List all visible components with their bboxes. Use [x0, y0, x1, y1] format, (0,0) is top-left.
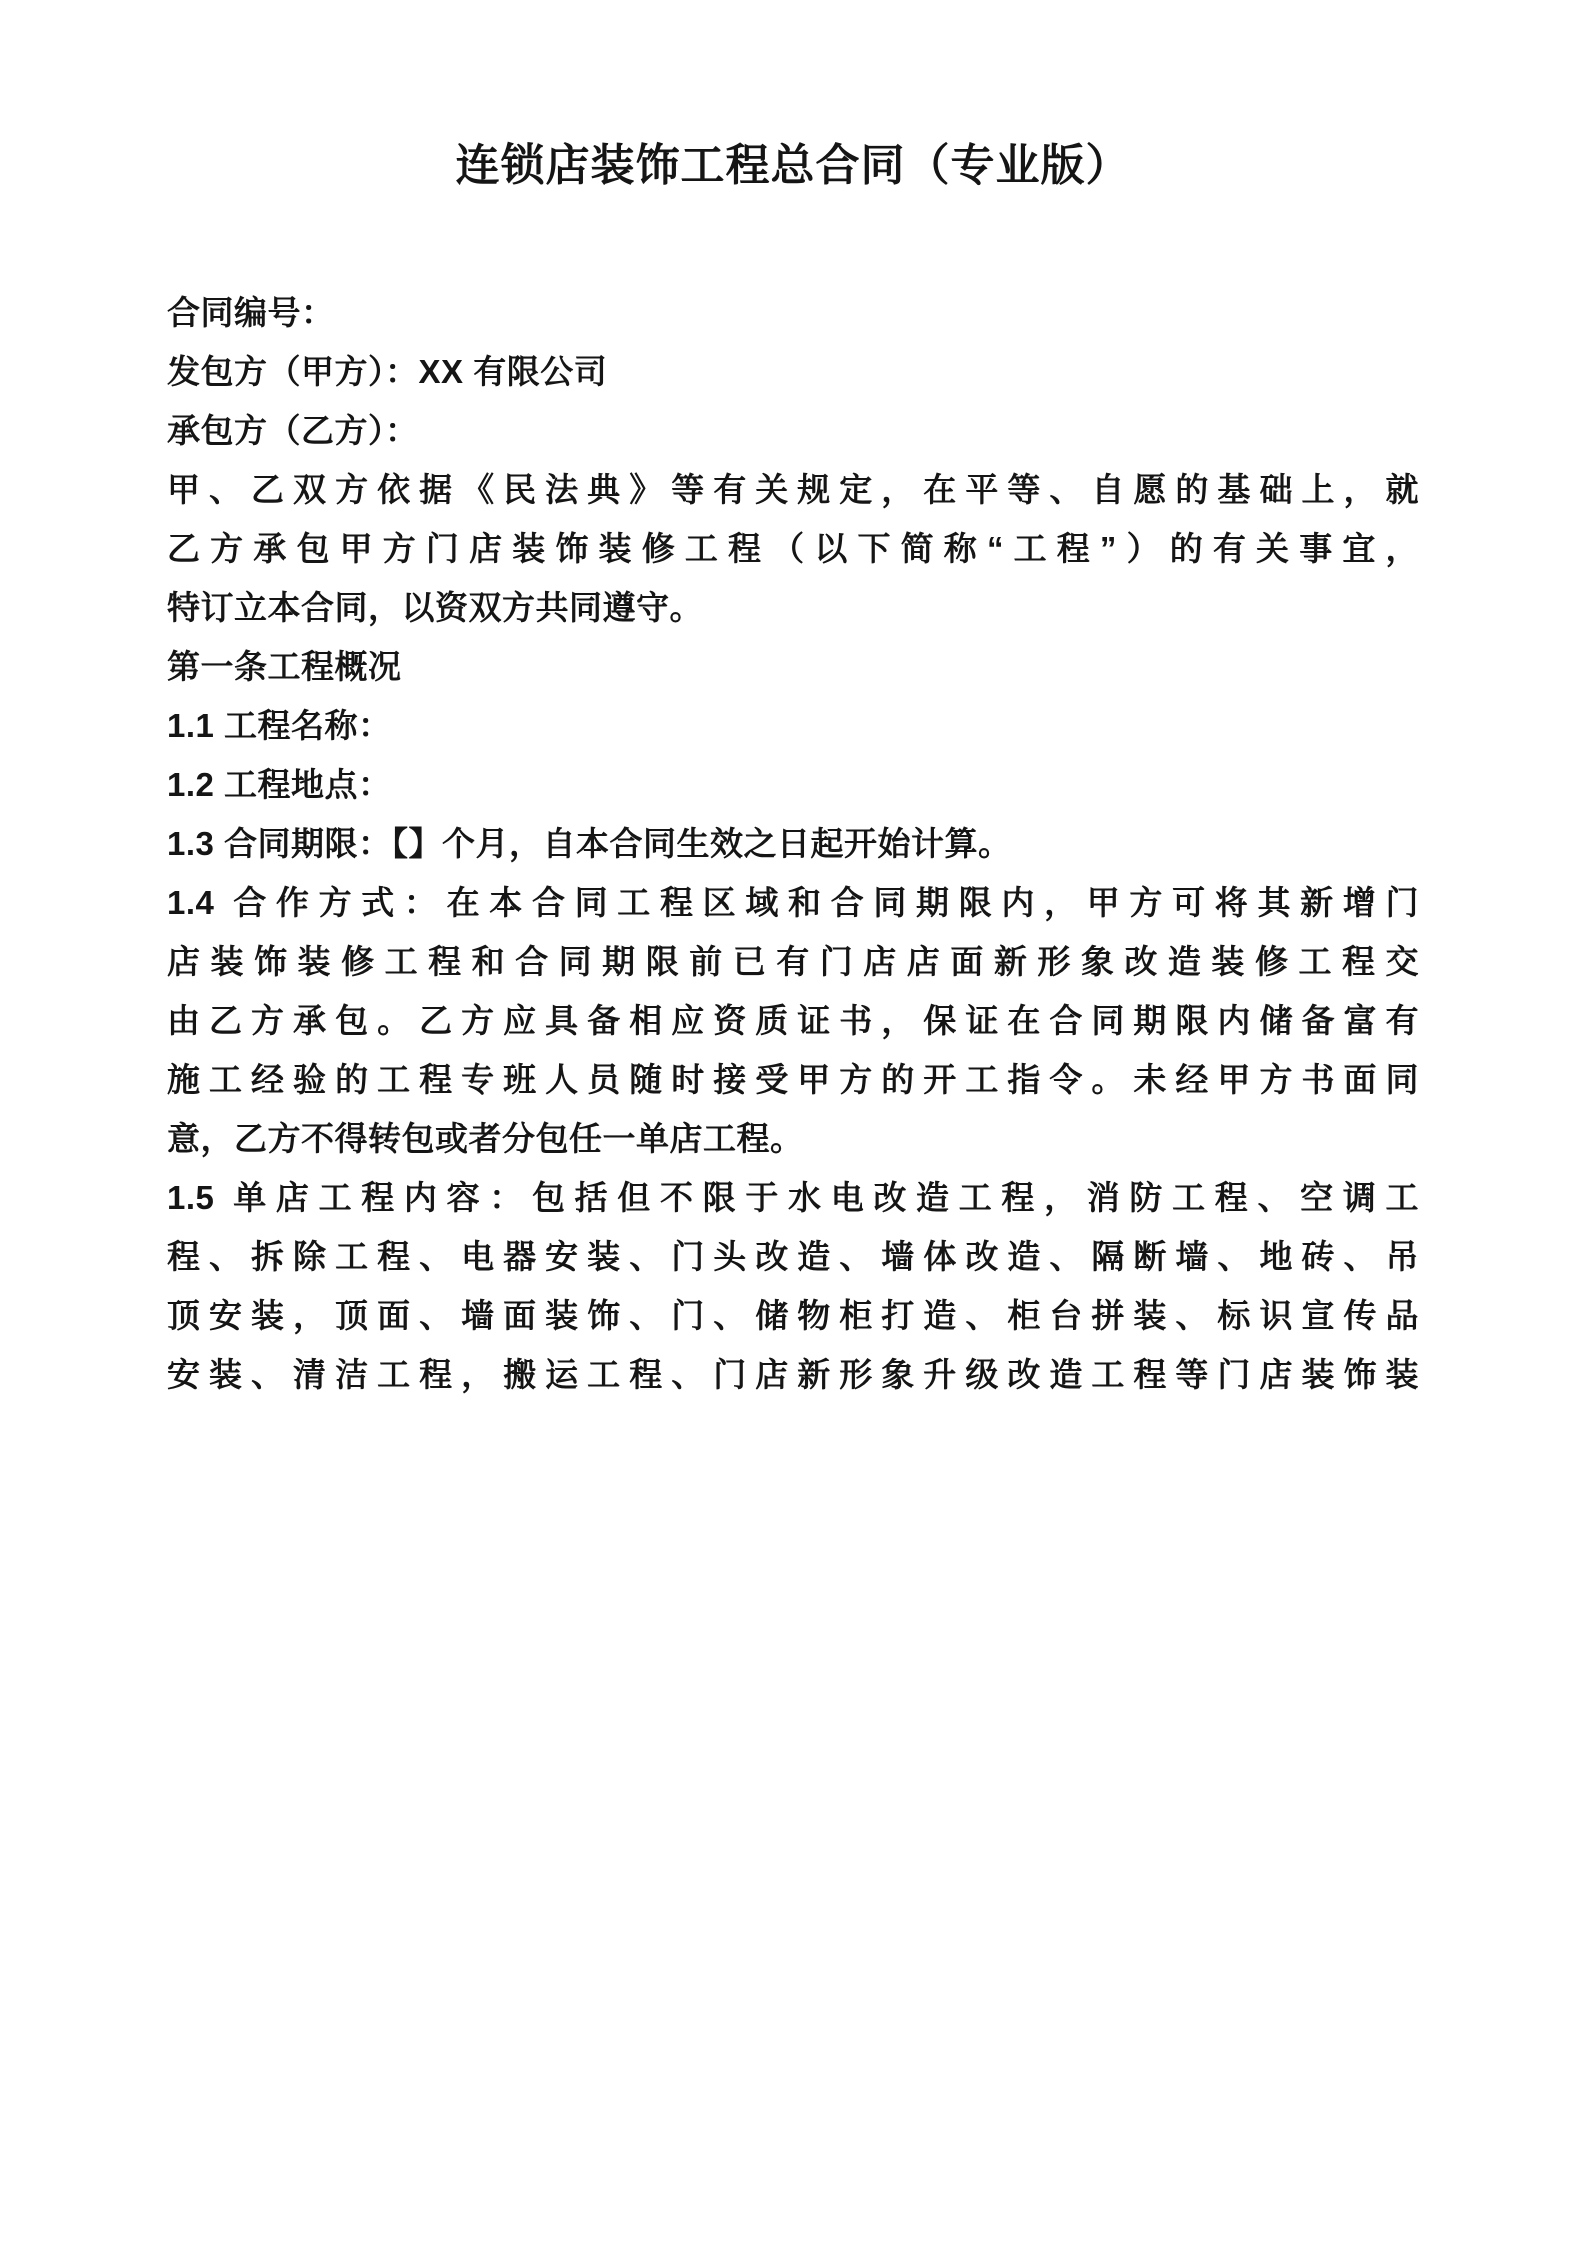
- line-clause-1-4-d: 施工经验的工程专班人员随时接受甲方的开工指令。未经甲方书面同: [167, 1061, 1419, 1098]
- line-contract-number: 合同编号：: [167, 294, 335, 331]
- line-clause-1-5-a: 1.5 单店工程内容：包括但不限于水电改造工程，消防工程、空调工: [167, 1179, 1419, 1216]
- line-party-a: 发包方（甲方）：XX 有限公司: [167, 353, 608, 390]
- line-preamble-1: 甲、乙双方依据《民法典》等有关规定，在平等、自愿的基础上，就: [167, 471, 1419, 508]
- line-clause-1-5-d: 安装、清洁工程，搬运工程、门店新形象升级改造工程等门店装饰装: [167, 1356, 1419, 1393]
- line-article-1-heading: 第一条工程概况: [167, 648, 402, 685]
- line-preamble-2: 乙方承包甲方门店装饰装修工程（以下简称“工程”）的有关事宜，: [167, 530, 1419, 567]
- line-clause-1-3: 1.3 合同期限：【】个月，自本合同生效之日起开始计算。: [167, 825, 1012, 862]
- line-clause-1-4-a: 1.4 合作方式：在本合同工程区域和合同期限内，甲方可将其新增门: [167, 884, 1419, 921]
- line-clause-1-5-c: 顶安装，顶面、墙面装饰、门、储物柜打造、柜台拼装、标识宣传品: [167, 1297, 1419, 1334]
- line-clause-1-4-e: 意，乙方不得转包或者分包任一单店工程。: [167, 1120, 804, 1157]
- line-clause-1-2: 1.2 工程地点：: [167, 766, 392, 803]
- document-body: [167, 283, 1419, 1404]
- line-clause-1-4-c: 由乙方承包。乙方应具备相应资质证书，保证在合同期限内储备富有: [167, 1002, 1419, 1039]
- line-party-b: 承包方（乙方）：: [167, 412, 419, 449]
- document-title: 连锁店装饰工程总合同（专业版）: [455, 141, 1131, 190]
- line-clause-1-5-b: 程、拆除工程、电器安装、门头改造、墙体改造、隔断墙、地砖、吊: [167, 1238, 1419, 1275]
- line-clause-1-4-b: 店装饰装修工程和合同期限前已有门店店面新形象改造装修工程交: [167, 943, 1419, 980]
- line-clause-1-1: 1.1 工程名称：: [167, 707, 392, 744]
- line-preamble-3: 特订立本合同，以资双方共同遵守。: [167, 589, 703, 626]
